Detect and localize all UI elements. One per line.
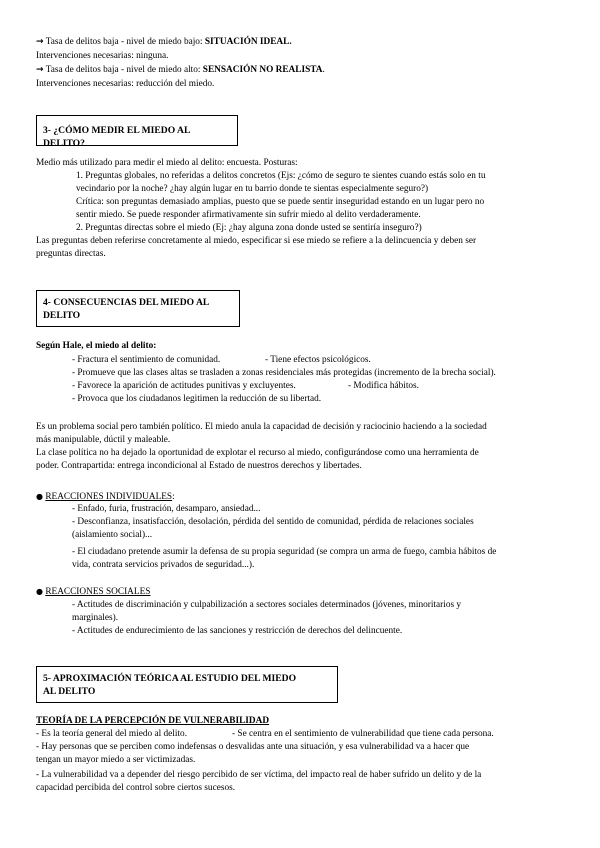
theory-line-5: capacidad percibida del control sobre ciertos sucesos. <box>36 783 236 793</box>
section-3-heading <box>36 115 238 149</box>
section-5-subtitle: TEORÍA DE LA PERCEPCIÓN DE VULNERABILIDAD <box>36 716 270 726</box>
section-4-paragraph-line-3: La clase política no ha dejado la oportunidad de explotar el recurso al miedo, configurándose como una herramienta de <box>36 448 479 458</box>
bullet-icon: ● <box>36 587 43 596</box>
theory-line-1b: - Se centra en el sentimiento de vulnerabilidad que tiene cada persona. <box>232 729 494 739</box>
section-5-heading <box>36 666 338 703</box>
section-4-paragraph-line-2: más manipulable, dúctil y maleable. <box>36 435 171 445</box>
intro-line-2: Intervenciones necesarias: ninguna. <box>36 51 169 61</box>
intro-line-1-emphasis: SITUACIÓN IDEAL. <box>204 37 292 47</box>
section-3-critique-line-1: Crítica: son preguntas demasiado amplias, puesto que se puede sentir inseguridad estando en un lugar pero no <box>76 197 485 207</box>
theory-line-1a: - Es la teoría general del miedo al delito. <box>36 729 188 739</box>
arrow-right-icon: → <box>36 65 44 75</box>
individual-reaction-1: - Enfado, furia, frustración, desamparo, ansiedad... <box>72 504 261 514</box>
section-3-paragraph-1: Medio más utilizado para medir el miedo al delito: encuesta. Posturas: <box>36 158 298 168</box>
section-4-hale-intro: Según Hale, el miedo al delito: <box>36 341 157 351</box>
section-4-paragraph-line-1: Es un problema social pero también político. El miedo anula la capacidad de decisión y raciocinio haciendo a la sociedad <box>36 422 487 432</box>
individual-reactions-colon: : <box>172 492 175 502</box>
individual-reaction-3-line-1: - El ciudadano pretende asumir la defensa de su propia seguridad (se compra un arma de fuego, cambia hábitos de <box>72 547 497 557</box>
consequence-1a: - Fractura el sentimiento de comunidad. <box>72 355 221 365</box>
intro-line-3-period: . <box>322 65 325 75</box>
theory-line-2: - Hay personas que se perciben como indefensas o desvalidas ante una situación, y esa vulnerabilidad va a hacer que <box>36 742 470 752</box>
section-3-item-1-line-1: 1. Preguntas globales, no referidas a delitos concretos (Ejs: ¿cómo de seguro te sientes cuando estás solo en tu <box>76 171 486 181</box>
individual-reaction-2-line-1: - Desconfianza, insatisfacción, desolación, pérdida del sentido de comunidad, pérdida de relaciones sociales <box>72 517 474 527</box>
consequence-1b: - Tiene efectos psicológicos. <box>265 355 371 365</box>
intro-line-1-text: Tasa de delitos baja - nivel de miedo bajo: <box>45 37 205 47</box>
individual-reaction-3-line-2: vida, contrata servicios privados de seguridad...). <box>72 560 255 570</box>
consequence-3b: - Modifica hábitos. <box>348 381 420 391</box>
consequence-2: - Promueve que las clases altas se trasladen a zonas residenciales más protegidas (incremento de la brecha social). <box>72 368 496 378</box>
social-reactions-label: REACCIONES SOCIALES <box>45 587 151 597</box>
bullet-icon: ● <box>36 492 43 501</box>
social-reactions-title <box>36 585 150 599</box>
section-4-paragraph-line-4: poder. Contrapartida: entrega incondicional al Estado de nuestros derechos y libertades. <box>36 461 362 471</box>
intro-line-1 <box>36 36 292 49</box>
individual-reactions-label: REACCIONES INDIVIDUALES <box>45 492 173 502</box>
section-3-paragraph-2-line-2: preguntas directas. <box>36 249 106 259</box>
individual-reaction-2-line-2: (aislamiento social)... <box>72 530 153 540</box>
intro-line-3 <box>36 64 325 77</box>
section-4-heading-line-1: 4- CONSECUENCIAS DEL MIEDO AL <box>43 297 210 308</box>
theory-line-3: tengan un mayor miedo a ser victimizadas. <box>36 755 196 765</box>
section-3-item-1-line-2: vecindario por la noche? ¿hay algún lugar en tu barrio donde te sientas especialmente seguro?) <box>76 184 429 194</box>
consequence-4: - Provoca que los ciudadanos legitimen la reducción de su libertad. <box>72 394 322 404</box>
consequence-3a: - Favorece la aparición de actitudes punitivas y excluyentes. <box>72 381 296 391</box>
arrow-right-icon: → <box>36 37 44 47</box>
social-reaction-1-line-1: - Actitudes de discriminación y culpabilización a sectores sociales determinados (jóvenes, minoritarios y <box>72 600 462 610</box>
intro-line-4: Intervenciones necesarias: reducción del miedo. <box>36 79 215 89</box>
intro-line-3-text: Tasa de delitos baja - nivel de miedo alto: <box>45 65 203 75</box>
social-reaction-1-line-2: marginales). <box>72 613 119 623</box>
section-3-paragraph-2-line-1: Las preguntas deben referirse concretamente al miedo, especificar si ese miedo se refiere a la delincuencia y deben ser <box>36 236 477 246</box>
individual-reactions-title <box>36 490 175 504</box>
social-reaction-2: - Actitudes de endurecimiento de las sanciones y restricción de derechos del delincuente. <box>72 626 403 636</box>
intro-line-3-emphasis: SENSACIÓN NO REALISTA <box>202 65 323 75</box>
section-3-critique-line-2: sentir miedo. Se puede responder afirmativamente sin sufrir miedo al delito verdaderamente. <box>76 210 421 220</box>
section-3-heading-text: 3- ¿CÓMO MEDIR EL MIEDO AL DELITO? <box>43 125 190 149</box>
theory-line-4: - La vulnerabilidad va a depender del riesgo percibido de ser víctima, del impacto real de haber sufrido un delito y de la <box>36 770 482 780</box>
section-5-heading-line-2: AL DELITO <box>43 686 96 697</box>
section-4-heading-line-2: DELITO <box>43 310 81 321</box>
section-4-heading <box>36 290 240 327</box>
section-3-item-2: 2. Preguntas directas sobre el miedo (Ej: ¿hay alguna zona donde usted se sentiría inseguro?) <box>76 223 422 233</box>
section-5-heading-line-1: 5- APROXIMACIÓN TEÓRICA AL ESTUDIO DEL MIEDO <box>43 673 297 684</box>
